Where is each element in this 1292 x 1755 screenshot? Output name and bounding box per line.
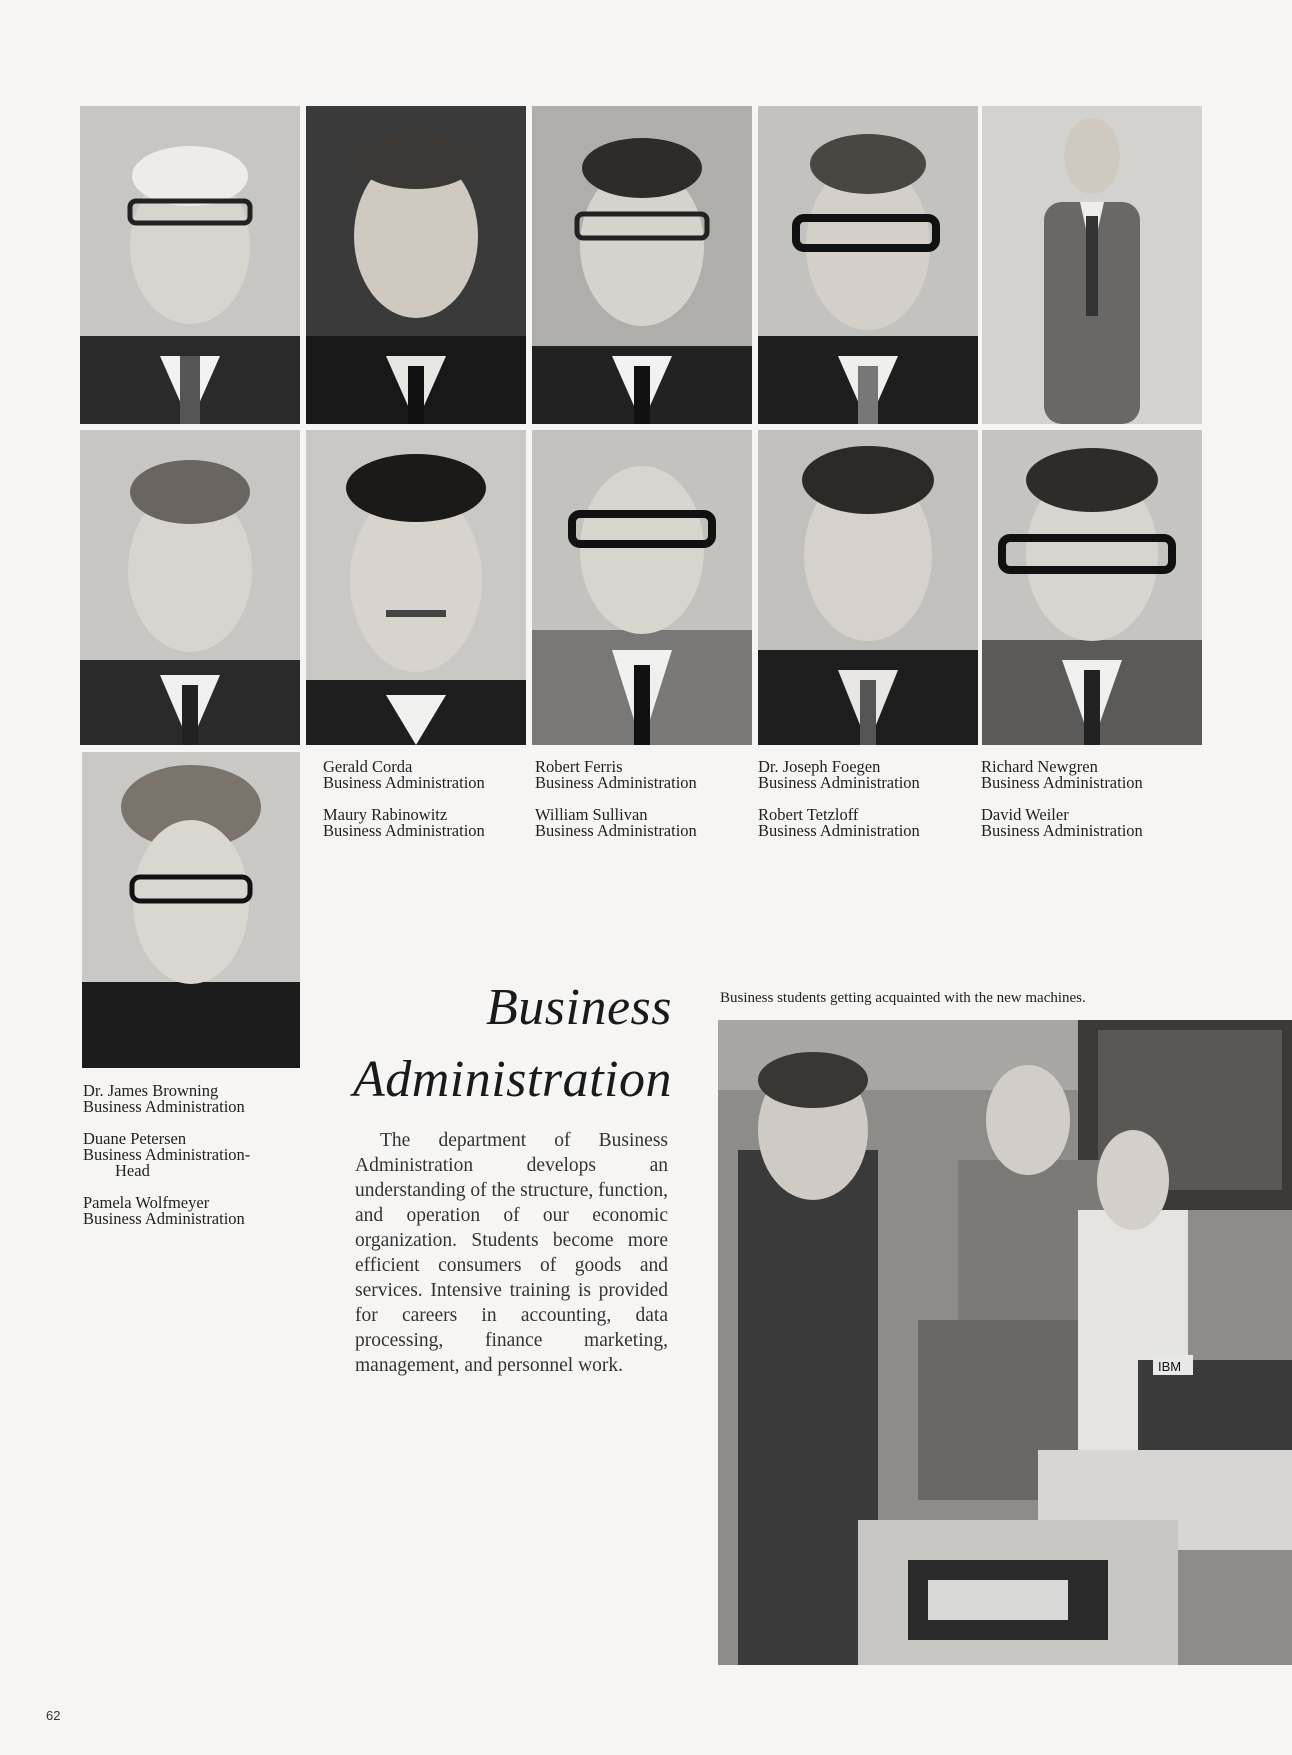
caption-name: David Weiler bbox=[981, 805, 1069, 824]
caption-dept: Business Administration bbox=[535, 821, 697, 840]
classroom-photo bbox=[718, 1020, 1292, 1665]
caption-newgren-weiler bbox=[981, 759, 1143, 839]
caption-name: Robert Tetzloff bbox=[758, 805, 859, 824]
caption-dept: Business Administration bbox=[83, 1097, 245, 1116]
caption-dept: Business Administration bbox=[758, 773, 920, 792]
portrait-photo bbox=[306, 106, 526, 424]
caption-name: Pamela Wolfmeyer bbox=[83, 1193, 210, 1212]
portrait-photo-woman bbox=[82, 752, 300, 1068]
machine-label: IBM bbox=[1158, 1359, 1182, 1374]
photo-caption: Business students getting acquainted with the new machines. bbox=[720, 990, 1086, 1006]
portrait-photo bbox=[306, 430, 526, 745]
page-title-line2: Administration bbox=[352, 1051, 672, 1108]
caption-role: Head bbox=[115, 1161, 150, 1180]
caption-name: Richard Newgren bbox=[981, 757, 1098, 776]
page-title-line1: Business bbox=[486, 979, 672, 1036]
caption-name: Maury Rabinowitz bbox=[323, 805, 448, 824]
caption-foegen-tetzloff bbox=[758, 759, 920, 839]
caption-name: Gerald Corda bbox=[323, 757, 413, 776]
caption-dept: Business Administration bbox=[323, 821, 485, 840]
caption-dept: Business Administration bbox=[981, 821, 1143, 840]
caption-dept: Business Administration bbox=[758, 821, 920, 840]
caption-dept: Business Administration bbox=[83, 1209, 245, 1228]
portrait-photo bbox=[80, 430, 300, 745]
caption-dept: Business Administration- bbox=[83, 1145, 251, 1164]
caption-name: Robert Ferris bbox=[535, 757, 623, 776]
page-number: 62 bbox=[46, 1708, 61, 1723]
caption-name: William Sullivan bbox=[535, 805, 648, 824]
portrait-photo bbox=[80, 106, 300, 424]
caption-name: Duane Petersen bbox=[83, 1129, 187, 1148]
body-paragraph: The department of Business Administration develops an understanding of the structure, function, and operation of our economic organization. Students become more efficient consumers of goods and services. Intensive training is provided for careers in accounting, data processing, finance marketing, management, and personnel work. bbox=[355, 1130, 668, 1376]
caption-ferris-sullivan bbox=[535, 759, 697, 839]
portrait-photo bbox=[982, 430, 1202, 745]
portrait-photo bbox=[758, 106, 978, 424]
caption-dept: Business Administration bbox=[323, 773, 485, 792]
caption-dept: Business Administration bbox=[981, 773, 1143, 792]
caption-name: Dr. James Browning bbox=[83, 1081, 219, 1100]
portrait-photo bbox=[532, 106, 752, 424]
portrait-photo bbox=[982, 106, 1202, 424]
caption-name: Dr. Joseph Foegen bbox=[758, 757, 881, 776]
caption-corda-rabinowitz bbox=[323, 759, 485, 839]
caption-left-column bbox=[83, 1083, 250, 1227]
portrait-photo bbox=[758, 430, 978, 745]
portrait-photo bbox=[532, 430, 752, 745]
caption-dept: Business Administration bbox=[535, 773, 697, 792]
